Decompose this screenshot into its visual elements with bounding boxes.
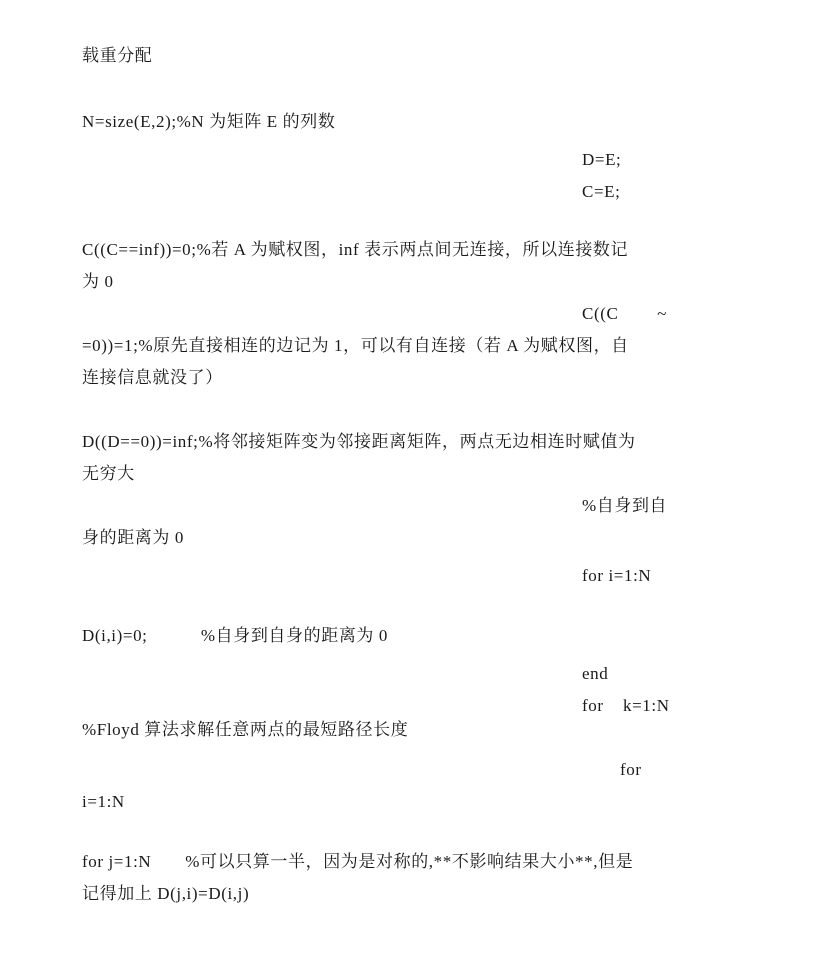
code-line-dii: D(i,i)=0; %自身到自身的距离为 0 (82, 626, 388, 645)
section-heading: 载重分配 (82, 46, 153, 65)
code-line-for-k: for k=1:N (582, 696, 670, 715)
code-line-c-tilde-3: 连接信息就没了） (82, 368, 223, 387)
code-line-c-eq-e: C=E; (582, 182, 621, 201)
code-line-c-inf-1: C((C==inf))=0;%若 A 为赋权图，inf 表示两点间无连接，所以连接数记 (82, 240, 629, 259)
code-line-for-i2-2: i=1:N (82, 792, 125, 811)
code-line-c-inf-2: 为 0 (82, 272, 114, 291)
code-line-floyd: %Floyd 算法求解任意两点的最短路径长度 (82, 720, 409, 739)
code-line-end: end (582, 664, 609, 683)
code-line-for-i: for i=1:N (582, 566, 652, 585)
code-line-for-j-2: 记得加上 D(j,i)=D(i,j) (82, 884, 250, 903)
code-line-for-j-1: for j=1:N %可以只算一半，因为是对称的,**不影响结果大小**,但是 (82, 852, 634, 871)
code-line-d-inf-2: 无穷大 (82, 464, 135, 483)
code-line-c-tilde-2: =0))=1;%原先直接相连的边记为 1，可以有自连接（若 A 为赋权图，自 (82, 336, 629, 355)
code-line-d-inf-1: D((D==0))=inf;%将邻接矩阵变为邻接距离矩阵，两点无边相连时赋值为 (82, 432, 636, 451)
code-line-self-1: %自身到自 (582, 496, 668, 515)
code-line-for-i2-1: for (620, 760, 642, 779)
code-line-n-size: N=size(E,2);%N 为矩阵 E 的列数 (82, 112, 336, 131)
code-line-self-2: 身的距离为 0 (82, 528, 184, 547)
code-line-c-tilde-1: C((C ~ (582, 304, 667, 323)
code-line-d-eq-e: D=E; (582, 150, 622, 169)
